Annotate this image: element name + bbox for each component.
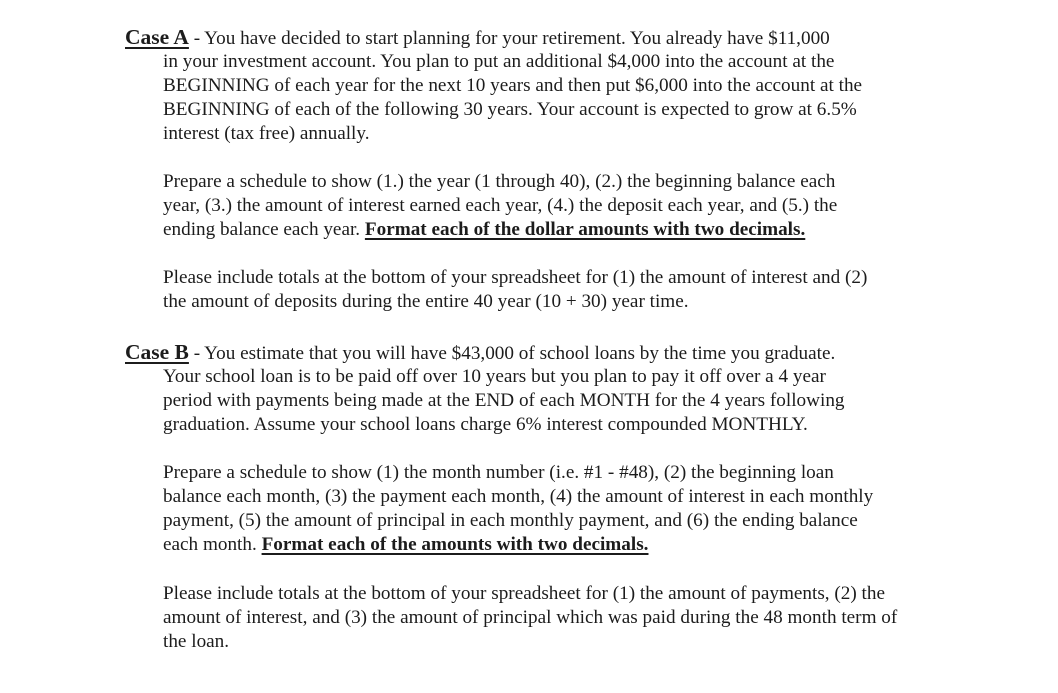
case-a-intro-line-2: in your investment account. You plan to put an additional $4,000 into the account at the xyxy=(163,51,835,72)
case-a-schedule-text: ending balance each year. xyxy=(163,219,365,240)
case-b-totals-line-3: the loan. xyxy=(163,631,230,652)
case-a-totals-line-2: the amount of deposits during the entire 40 year (10 + 30) year time. xyxy=(163,291,689,312)
case-b-schedule-line-4 xyxy=(163,533,648,557)
case-b-intro-line-3: period with payments being made at the END of each MONTH for the 4 years following xyxy=(163,390,845,411)
case-b-schedule-line-2: balance each month, (3) the payment each month, (4) the amount of interest in each monthly xyxy=(163,486,874,507)
case-a-intro-text: - You have decided to start planning for your retirement. You already have $11,000 xyxy=(188,28,830,49)
case-b-schedule-line-3: payment, (5) the amount of principal in each monthly payment, and (6) the ending balance xyxy=(163,510,858,531)
case-a-intro-line-4: BEGINNING of each of the following 30 years. Your account is expected to grow at 6.5% xyxy=(163,99,857,120)
case-b-totals-line-2: amount of interest, and (3) the amount of principal which was paid during the 48 month term of xyxy=(163,607,898,628)
case-b-intro-line-2: Your school loan is to be paid off over 10 years but you plan to pay it off over a 4 year xyxy=(163,366,826,387)
case-b-schedule-text: each month. xyxy=(163,534,262,555)
case-a-schedule-line-2: year, (3.) the amount of interest earned each year, (4.) the deposit each year, and (5.) the xyxy=(163,195,838,216)
case-b-schedule-line-1: Prepare a schedule to show (1) the month number (i.e. #1 - #48), (2) the beginning loan xyxy=(163,462,834,483)
case-b-format-note: Format each of the amounts with two decimals. xyxy=(261,534,649,555)
case-a-line-1 xyxy=(125,25,830,51)
case-a-intro-line-5: interest (tax free) annually. xyxy=(163,123,370,144)
case-a-intro-line-3: BEGINNING of each year for the next 10 years and then put $6,000 into the account at the xyxy=(163,75,863,96)
case-a-totals-line-1: Please include totals at the bottom of your spreadsheet for (1) the amount of interest and (2) xyxy=(163,267,868,288)
case-b-heading: Case B xyxy=(125,340,189,364)
case-a-schedule-line-3 xyxy=(163,218,805,242)
case-b-intro-line-4: graduation. Assume your school loans charge 6% interest compounded MONTHLY. xyxy=(163,414,808,435)
case-a-schedule-line-1: Prepare a schedule to show (1.) the year (1 through 40), (2.) the beginning balance each xyxy=(163,171,836,192)
case-a-heading: Case A xyxy=(125,25,189,49)
case-a-format-note: Format each of the dollar amounts with two decimals. xyxy=(364,219,806,240)
case-b-line-1 xyxy=(125,340,835,366)
case-b-totals-line-1: Please include totals at the bottom of your spreadsheet for (1) the amount of payments, (2) the xyxy=(163,583,885,604)
case-b-intro-text: - You estimate that you will have $43,000 of school loans by the time you graduate. xyxy=(188,343,836,364)
